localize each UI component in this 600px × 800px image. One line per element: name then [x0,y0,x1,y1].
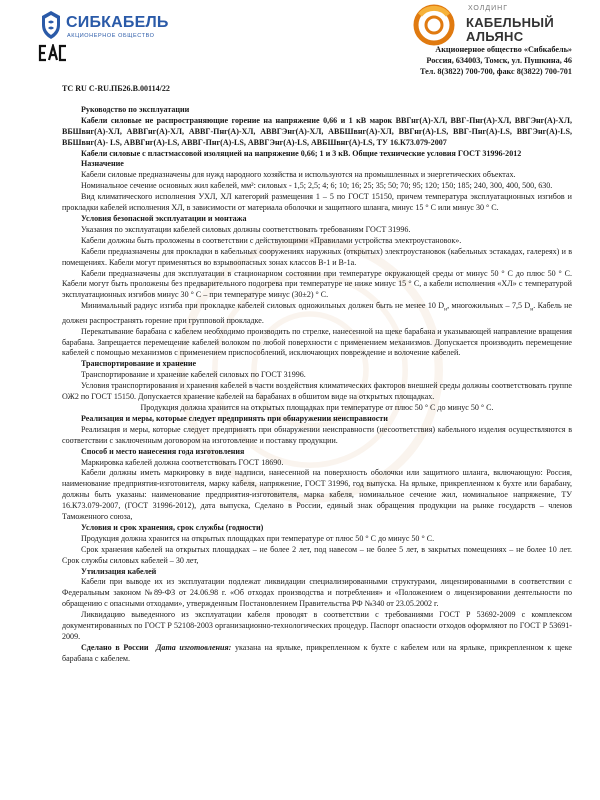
paragraph: Кабели должны иметь маркировку в виде надписи, нанесенной на поверхность оболочки или защитного шланга, включающую: Россия, наименование предприятия-изготовителя, марку кабеля, напряжение, ГОСТ 31996, год выпуска. На ярлыке, прикрепленном к бухте или барабану, должны быть указаны: наименование предприятия-изготовителя, марка кабеля, номинальное сечение жил, номинальное напряжение, ТУ 16.К73.079-2007, (ГОСТ 31996-2012), дата выпуска, Сделано в России, единый знак обращения продукции на рынке государств – членов Таможенного союза, [62,468,572,522]
section-title-faults: Реализация и меры, которые следует предпринять при обнаружении неисправности [81,413,388,423]
section-title-disposal: Утилизация кабелей [81,566,157,576]
paragraph: Транспортирование и хранение кабелей силовых по ГОСТ 31996. [81,370,306,380]
logo-right-line1: КАБЕЛЬНЫЙ [466,15,554,30]
paragraph: Кабели предназначены для эксплуатации в стационарном состоянии при температуре окружающей среды от минус 50 ° С до плюс 50 ° С. Кабели могут быть проложены без предварительного подогрева при температуре не ниже минус 15 ° С, а кабели исполнения «ХЛ» с температурой эксплуатационных изгибов минус 30 ° С – при температуре минус (30±2) ° С. [62,268,572,300]
paragraph: Реализация и меры, которые следует предпринять при обнаружении неисправности (несоответствия) кабельного изделия осуществляются в соответствии с заключенным договором на изготовление и поставку продукции. [62,424,572,445]
made-label: Сделано в России [81,642,149,652]
paragraph: Маркировка кабелей должна соответствовать ГОСТ 18690. [81,457,284,467]
subscript: н [444,306,448,313]
paragraph: Срок хранения кабелей на открытых площадках – не более 2 лет, под навесом – не более 5 лет, в закрытых помещениях – не более 10 лет. Срок службы силовых кабелей – 30 лет, [62,544,572,565]
text-span: . Кабель не должен распространять горение при групповой прокладке. [62,301,572,325]
sibkabel-logo [40,8,190,48]
paragraph: Ликвидацию выведенного из эксплуатации кабеля проводят в соответствии с требованиями ГОСТ Р 53692-2009 с комплексом документированных по ГОСТ Р 52108-2003 организационно-технологических процедур. Паспорт опасности отходов оформляют по ГОСТ Р 53691-2009. [62,610,572,642]
paragraph: Кабели при выводе их из эксплуатации подлежат ликвидации специализированными структурами, лицензированными в соответствии с Федеральным законом №89-ФЗ от 24.06.98 г. «Об отходах производства и потребления» и «Положением о лицензировании деятельности по обращению с опасными отходами», утвержденным Постановлением Правительства РФ №340 от 23.05.2002 г. [62,577,572,609]
paragraph: Кабели предназначены для прокладки в кабельных сооружениях наружных (открытых) электроустановок (кабельных эстакадах, галереях) и в помещениях. Кабели могут применяться во взрывоопасных зонах классов В-1 и В-1а. [62,246,572,267]
section-title-storage: Условия и срок хранения, срок службы (годности) [81,522,264,532]
paragraph: Указания по эксплуатации кабелей силовых должны соответствовать требованиям ГОСТ 31996. [81,224,411,234]
made-text: указана на ярлыке, прикрепленном к бухте с кабелем или на ярлыке, прикрепленном к щеке барабана с кабелем. [62,642,572,663]
paragraph: Условия транспортирования и хранения кабелей в части воздействия климатических факторов внешней среды должны соответствовать группе ОЖ2 по ГОСТ 15150. Допускается хранение кабелей на барабанах в обшитом виде на открытых площадках. [62,381,572,402]
date-label: Дата изготовления: [155,642,232,652]
paragraph-bend-radius [62,301,572,326]
subscript: н [530,306,534,313]
paragraph: Продукция должна хранится на открытых площадках при температуре от плюс 50 ° С до минус 50 ° С. [81,533,435,543]
cable-alliance-ring-icon [412,4,456,46]
paragraph: Продукция должна хранится на открытых площадках при температуре от плюс 50 ° С до минус 50 ° С. [140,402,494,412]
cable-types-gost: Кабели силовые с пластмассовой изоляцией на напряжение 0,66; 1 и 3 кВ. Общие технические условия ГОСТ 31996-2012 [81,148,522,158]
section-title-purpose: Назначение [81,159,124,169]
company-name: Акционерное общество «Сибкабель» [435,45,572,54]
document-body [62,84,572,665]
paragraph: Вид климатического исполнения УХЛ, ХЛ категорий размещения 1 – 5 по ГОСТ 15150, причем температура эксплуатационных изгибов и прокладки кабелей исполнения ХЛ, в зависимости от материала оболочки и защитного шланга, минус 15 ° С или минус 30 ° С. [62,192,572,213]
company-address: Россия, 634003, Томск, ул. Пушкина, 46 [426,56,572,65]
company-info [420,44,572,77]
eac-mark-icon [38,44,68,62]
manual-title: Руководство по эксплуатации [81,104,190,114]
text-span: Минимальный радиус изгиба при прокладке кабелей силовых одножильных должен быть не менее 10 D [81,301,445,311]
company-phone: Тел. 8(3822) 700-700, факс 8(3822) 700-701 [419,67,572,76]
section-title-transport: Транспортирование и хранение [81,359,197,369]
section-title-marking: Способ и место нанесения года изготовления [81,446,245,456]
logo-left-subtitle: АКЦИОНЕРНОЕ ОБЩЕСТВО [67,33,155,39]
paragraph: Перекатывание барабана с кабелем необходимо производить по стрелке, нанесенной на щеке барабана и указывающей направление вращения барабана. Запрещается перемещение кабелей волоком по любой поверхности с применением механизмов. Допускается производить перемещение кабелей с помощью механизмов с применением приспособлений, исключающих повреждение и волочение кабелей. [62,326,572,358]
logo-left-text: СИБКАБЕЛЬ [66,14,169,31]
made-in-russia-line [62,643,572,665]
logo-right-line2: АЛЬЯНС [466,29,524,44]
paragraph: Кабели силовые предназначены для нужд народного хозяйства и используются на промышленных и энергетических объектах. [81,170,516,180]
sibkabel-emblem-icon [40,10,62,40]
cable-types-tu: Кабели силовые не распространяющие горение на напряжение 0,66 и 1 кВ марок ВВГнг(А)-ХЛ, ВВГ-Пнг(А)-ХЛ, ВВГЭнг(А)-ХЛ, ВБШвнг(А)-ХЛ, АВВГнг(А)-ХЛ, АВВГ-Пнг(А)-ХЛ, АВВГЭнг(А)-ХЛ, АВБШвнг(А)-ХЛ, ВВГнг(А)-LS, ВВГ-Пнг(А)-LS, ВВГЭнг(А)-LS, ВБШвнг(А)- LS, АВВГнг(А)-LS, АВВГ-Пнг(А)-LS, АВВГЭнг(А)-LS, АВБШвнг(А)-LS, ТУ 16.К73.079-2007 [62,115,572,147]
cable-alliance-logo [412,4,572,46]
text-span: , многожильных – 7,5 D [447,301,531,311]
logo-right-holding: ХОЛДИНГ [468,5,509,12]
paragraph: Номинальное сечение основных жил кабелей, мм²: силовых - 1,5; 2,5; 4; 6; 10; 16; 25; 35; 50; 70; 95; 120; 150; 185; 240, 300, 400, 500, 630. [81,181,553,191]
certificate-number: ТС RU C-RU.ПБ26.В.00114/22 [62,84,170,93]
paragraph: Кабели должны быть проложены в соответствии с действующими «Правилами устройства электроустановок». [81,235,462,245]
section-title-safety: Условия безопасной эксплуатации и монтажа [81,213,247,223]
